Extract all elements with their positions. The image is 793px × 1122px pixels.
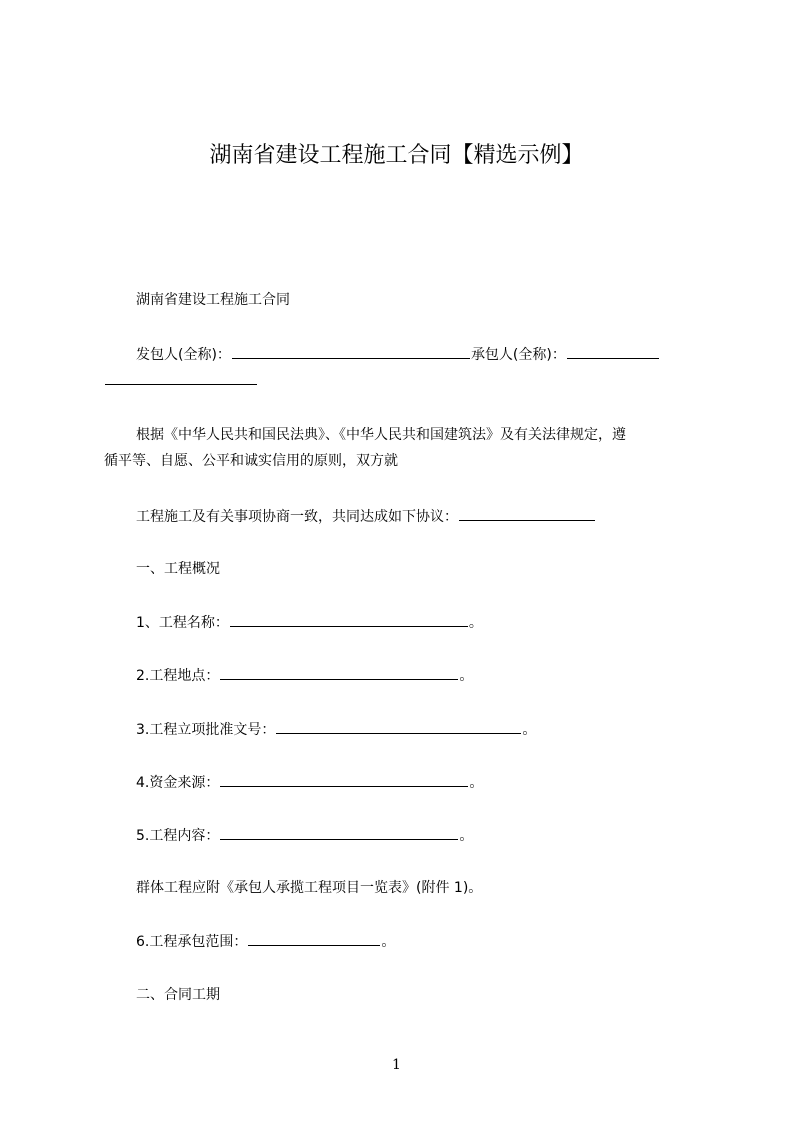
- contractor-label: 承包人(全称)：: [470, 347, 566, 363]
- agreement-blank: [459, 505, 595, 521]
- parties-line-continued: [104, 369, 258, 392]
- employer-blank: [232, 343, 470, 359]
- employer-label: 发包人(全称)：: [136, 347, 231, 363]
- section-2-heading: 二、合同工期: [136, 987, 220, 1003]
- funding-source-label: 4.资金来源：: [136, 775, 220, 791]
- period-mark: 。: [459, 828, 474, 844]
- page-number: 1: [392, 1057, 401, 1073]
- funding-source-blank: [220, 771, 468, 787]
- period-mark: 。: [468, 615, 483, 631]
- project-content-label: 5.工程内容：: [136, 828, 220, 844]
- preamble-line-2: 循平等、自愿、公平和诚实信用的原则，双方就: [104, 453, 398, 469]
- group-project-note: 群体工程应附《承包人承揽工程项目一览表》(附件 1)。: [136, 880, 483, 896]
- approval-number-blank: [276, 718, 521, 734]
- contract-scope-blank: [248, 930, 380, 946]
- contract-scope-label: 6.工程承包范围：: [136, 934, 248, 950]
- approval-number-label: 3.工程立项批准文号：: [136, 722, 276, 738]
- preamble-line-1: 根据《中华人民共和国民法典》、《中华人民共和国建筑法》及有关法律规定，遵: [136, 427, 626, 443]
- agreement-text: 工程施工及有关事项协商一致，共同达成如下协议：: [136, 509, 458, 525]
- item-project-name: [136, 611, 483, 634]
- document-title: 湖南省建设工程施工合同【精选示例】: [209, 143, 584, 168]
- period-mark: 。: [522, 722, 537, 738]
- item-approval-number: [136, 718, 536, 741]
- project-location-blank: [220, 664, 458, 680]
- project-name-label: 1、工程名称：: [136, 615, 229, 631]
- contractor-blank: [567, 343, 659, 359]
- project-content-blank: [220, 824, 458, 840]
- contractor-blank-continued: [105, 369, 257, 385]
- agreement-line: [136, 505, 596, 528]
- item-funding-source: [136, 771, 483, 794]
- item-contract-scope: [136, 930, 395, 953]
- item-project-location: [136, 664, 473, 687]
- period-mark: 。: [469, 775, 484, 791]
- period-mark: 。: [459, 668, 474, 684]
- contract-subtitle: 湖南省建设工程施工合同: [136, 292, 290, 308]
- section-1-heading: 一、工程概况: [136, 561, 220, 577]
- project-name-blank: [230, 611, 468, 627]
- parties-line: [136, 343, 660, 366]
- project-location-label: 2.工程地点：: [136, 668, 220, 684]
- item-project-content: [136, 824, 473, 847]
- period-mark: 。: [381, 934, 396, 950]
